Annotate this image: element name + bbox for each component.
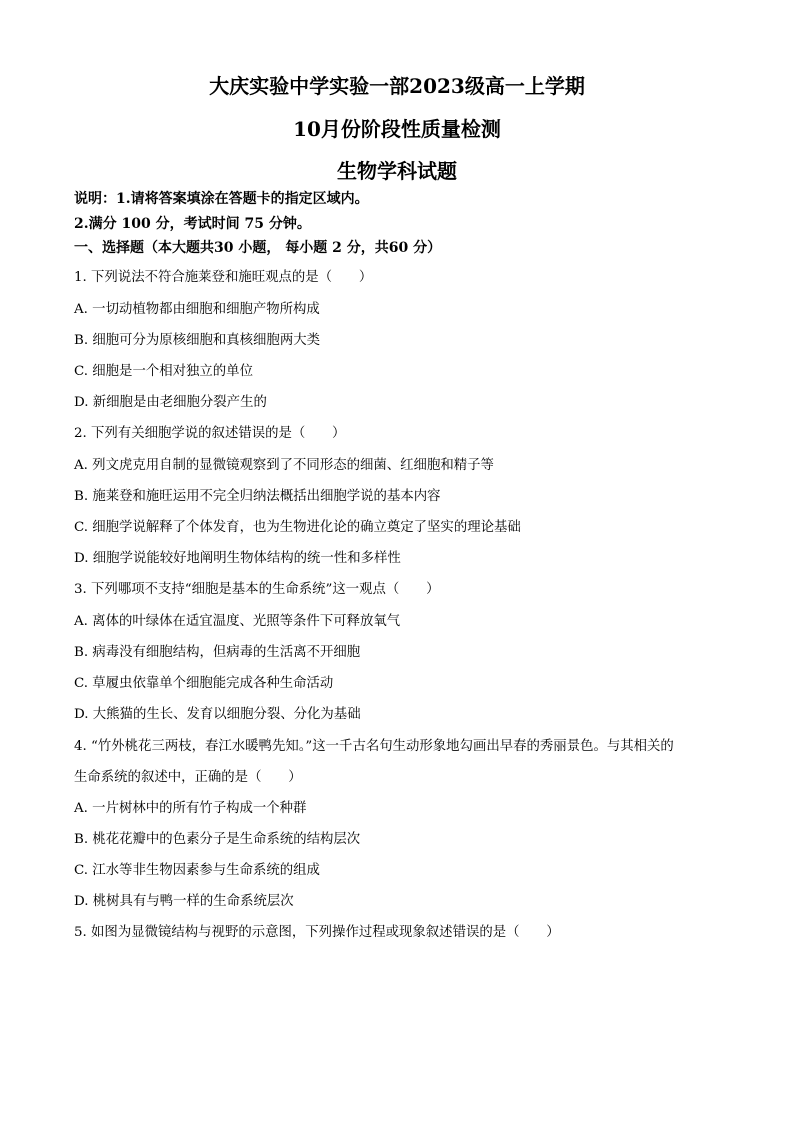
question-option: C. 草履虫依靠单个细胞能完成各种生命活动 bbox=[74, 676, 334, 691]
exam-subtitle: 10月份阶段性质量检测 bbox=[293, 117, 501, 141]
question-stem: 2. 下列有关细胞学说的叙述错误的是（ ） bbox=[74, 426, 346, 441]
question-stem: 5. 如图为显微镜结构与视野的示意图，下列操作过程或现象叙述错误的是（ ） bbox=[74, 925, 560, 940]
question-option: A. 一切动植物都由细胞和细胞产物所构成 bbox=[74, 302, 320, 317]
instruction-line-2: 2.满分 100 分，考试时间 75 分钟。 bbox=[74, 216, 311, 232]
subject-title: 生物学科试题 bbox=[337, 159, 457, 183]
question-option: C. 细胞是一个相对独立的单位 bbox=[74, 364, 253, 379]
question-option: C. 细胞学说解释了个体发育，也为生物进化论的确立奠定了坚实的理论基础 bbox=[74, 520, 521, 535]
question-stem: 1. 下列说法不符合施莱登和施旺观点的是（ ） bbox=[74, 270, 373, 285]
question-option: D. 新细胞是由老细胞分裂产生的 bbox=[74, 395, 267, 410]
question-option: B. 施莱登和施旺运用不完全归纳法概括出细胞学说的基本内容 bbox=[74, 489, 441, 504]
question-option: D. 细胞学说能较好地阐明生物体结构的统一性和多样性 bbox=[74, 551, 401, 566]
question-option: C. 江水等非生物因素参与生命系统的组成 bbox=[74, 863, 320, 878]
section-heading: 一、选择题（本大题共30 小题， 每小题 2 分，共60 分） bbox=[74, 240, 442, 256]
question-option: D. 大熊猫的生长、发育以细胞分裂、分化为基础 bbox=[74, 707, 361, 722]
exam-title: 大庆实验中学实验一部2023级高一上学期 bbox=[209, 74, 585, 98]
question-option: A. 离体的叶绿体在适宜温度、光照等条件下可释放氧气 bbox=[74, 614, 401, 629]
question-option: D. 桃树具有与鸭一样的生命系统层次 bbox=[74, 894, 294, 909]
question-option: A. 一片树林中的所有竹子构成一个种群 bbox=[74, 801, 307, 816]
question-option: B. 病毒没有细胞结构，但病毒的生活离不开细胞 bbox=[74, 645, 361, 660]
question-option: A. 列文虎克用自制的显微镜观察到了不同形态的细菌、红细胞和精子等 bbox=[74, 458, 494, 473]
question-stem: 3. 下列哪项不支持“细胞是基本的生命系统”这一观点（ ） bbox=[74, 582, 440, 597]
question-option: B. 桃花花瓣中的色素分子是生命系统的结构层次 bbox=[74, 832, 361, 847]
question-stem: 4. “竹外桃花三两枝，春江水暖鸭先知。”这一千古名句生动形象地勾画出早春的秀丽景色。与其相关的 bbox=[74, 739, 674, 754]
question-option: B. 细胞可分为原核细胞和真核细胞两大类 bbox=[74, 333, 320, 348]
instruction-line-1: 说明：1.请将答案填涂在答题卡的指定区域内。 bbox=[74, 191, 369, 207]
question-stem-continued: 生命系统的叙述中，正确的是（ ） bbox=[74, 770, 302, 785]
